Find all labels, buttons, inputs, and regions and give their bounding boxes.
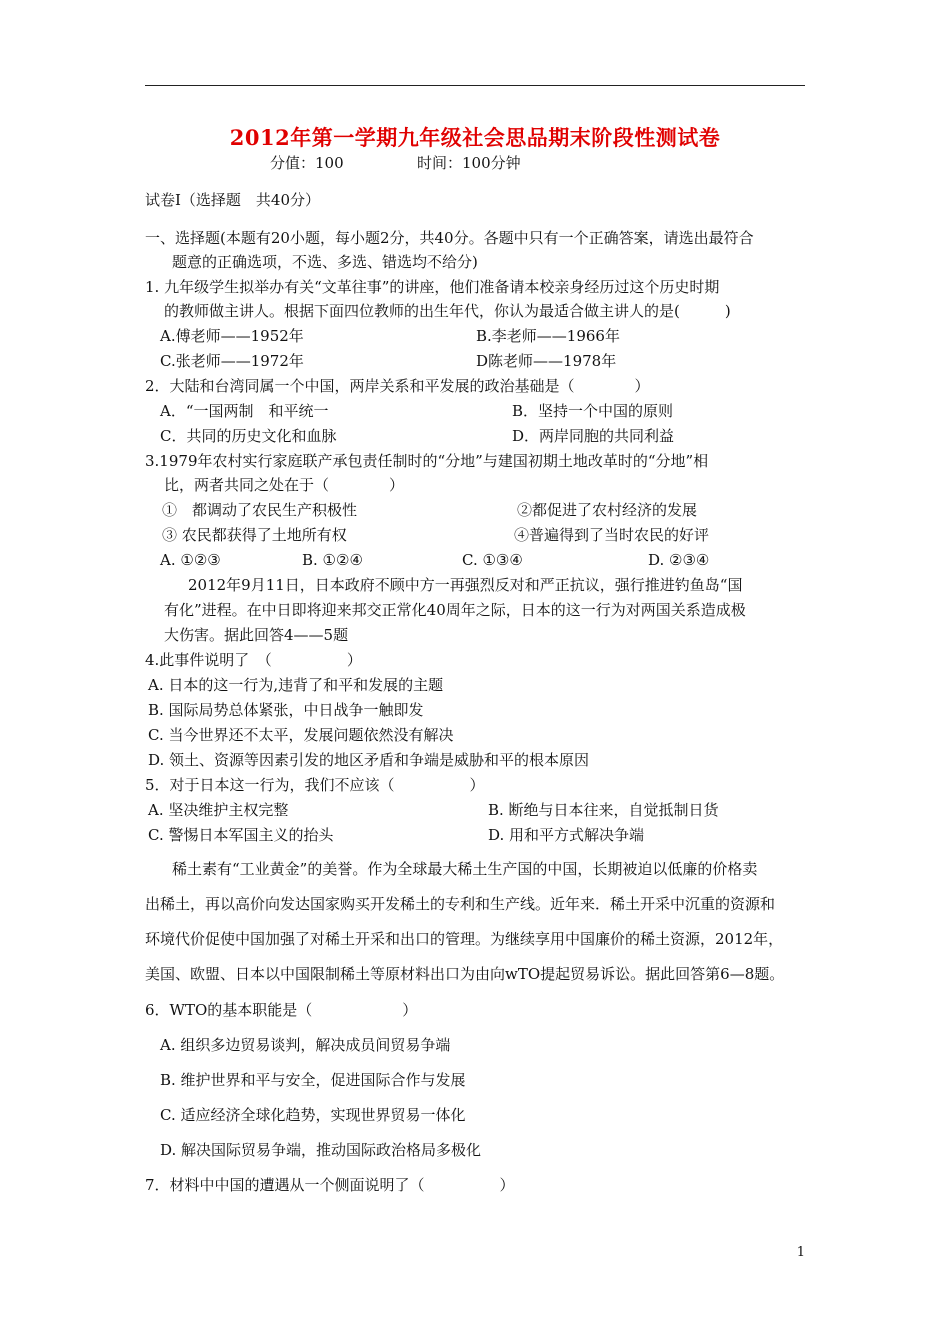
statement-1: ① 都调动了农民生产积极性 (162, 501, 358, 519)
option-d: D. ②③④ (648, 551, 710, 569)
instructions-line: 题意的正确选项，不选、多选、错选均不给分) (172, 253, 478, 271)
option-b: B. 维护世界和平与安全，促进国际合作与发展 (160, 1071, 466, 1089)
statement-2: ②都促进了农村经济的发展 (517, 501, 698, 519)
option-a: A. 日本的这一行为,违背了和平和发展的主题 (148, 676, 444, 694)
paper-section-label: 试卷Ⅰ（选择题 共40分） (145, 191, 321, 209)
score-label: 分值：100 (270, 154, 344, 172)
material-paragraph: 出稀土，再以高价向发达国家购买开发稀土的专利和生产线。近年来．稀土开采中沉重的资源和 (145, 895, 776, 913)
question-stem: 7．材料中中国的遭遇从一个侧面说明了（ ） (145, 1176, 515, 1194)
option-a: A. 组织多边贸易谈判，解决成员间贸易争端 (160, 1036, 451, 1054)
material-paragraph: 2012年9月11日，日本政府不顾中方一再强烈反对和严正抗议，强行推进钓鱼岛“国 (188, 576, 743, 594)
material-paragraph: 稀土素有“工业黄金”的美誉。作为全球最大稀土生产国的中国，长期被迫以低廉的价格卖 (172, 860, 758, 878)
option-b: B.李老师——1966年 (476, 327, 620, 345)
option-c: C. ①③④ (462, 551, 523, 569)
option-d: D．两岸同胞的共同利益 (512, 427, 675, 445)
instructions-line: 一、选择题(本题有20小题，每小题2分，共40分。各题中只有一个正确答案，请选出最符合 (145, 229, 754, 247)
material-paragraph: 有化”进程。在中日即将迎来邦交正常化40周年之际，日本的这一行为对两国关系造成极 (164, 601, 746, 619)
material-paragraph: 大伤害。据此回答4——5题 (164, 626, 349, 644)
question-stem: 2．大陆和台湾同属一个中国，两岸关系和平发展的政治基础是（ ） (145, 377, 650, 395)
option-b: B. ①②④ (302, 551, 363, 569)
question-stem: 5．对于日本这一行为，我们不应该（ ） (145, 776, 485, 794)
option-b: B．坚持一个中国的原则 (512, 402, 674, 420)
material-paragraph: 美国、欧盟、日本以中国限制稀土等原材料出口为由向wTO提起贸易诉讼。据此回答第6—8题。 (145, 965, 785, 983)
option-c: C. 适应经济全球化趋势，实现世界贸易一体化 (160, 1106, 466, 1124)
option-c: C. 当今世界还不太平，发展问题依然没有解决 (148, 726, 454, 744)
page-number: 1 (796, 1245, 805, 1260)
header-rule (145, 85, 805, 86)
statement-4: ④普遍得到了当时农民的好评 (514, 526, 710, 544)
option-d: D. 解决国际贸易争端，推动国际政治格局多极化 (160, 1141, 482, 1159)
question-stem: 4.此事件说明了 （ ） (145, 651, 362, 669)
question-stem: 比，两者共同之处在于（ ） (164, 476, 405, 494)
option-a: A. ①②③ (160, 551, 221, 569)
option-c: C. 警惕日本军国主义的抬头 (148, 826, 334, 844)
option-c: C.张老师——1972年 (160, 352, 304, 370)
question-stem: 的教师做主讲人。根据下面四位教师的出生年代，你认为最适合做主讲人的是( ) (164, 302, 731, 320)
option-c: C．共同的历史文化和血脉 (160, 427, 337, 445)
option-d: D陈老师——1978年 (476, 352, 617, 370)
question-stem: 3.1979年农村实行家庭联产承包责任制时的“分地”与建国初期土地改革时的“分地”相 (145, 452, 709, 470)
page-title: 2012年第一学期九年级社会思品期末阶段性测试卷 (229, 125, 721, 150)
question-stem: 1. 九年级学生拟举办有关“文革往事”的讲座，他们准备请本校亲身经历过这个历史时期 (145, 278, 720, 296)
material-paragraph: 环境代价促使中国加强了对稀土开采和出口的管理。为继续享用中国廉价的稀土资源，2012年， (145, 930, 784, 948)
option-a: A.傅老师——1952年 (160, 327, 304, 345)
question-stem: 6．WTO的基本职能是（ ） (145, 1001, 418, 1019)
time-label: 时间：100分钟 (417, 154, 521, 172)
option-a: A. 坚决维护主权完整 (148, 801, 289, 819)
option-d: D. 用和平方式解决争端 (488, 826, 645, 844)
option-a: A．“一国两制 和平统一 (160, 402, 329, 420)
option-b: B. 国际局势总体紧张，中日战争一触即发 (148, 701, 424, 719)
option-d: D. 领土、资源等因素引发的地区矛盾和争端是威胁和平的根本原因 (148, 751, 590, 769)
statement-3: ③ 农民都获得了土地所有权 (162, 526, 347, 544)
option-b: B. 断绝与日本往来，自觉抵制日货 (488, 801, 719, 819)
